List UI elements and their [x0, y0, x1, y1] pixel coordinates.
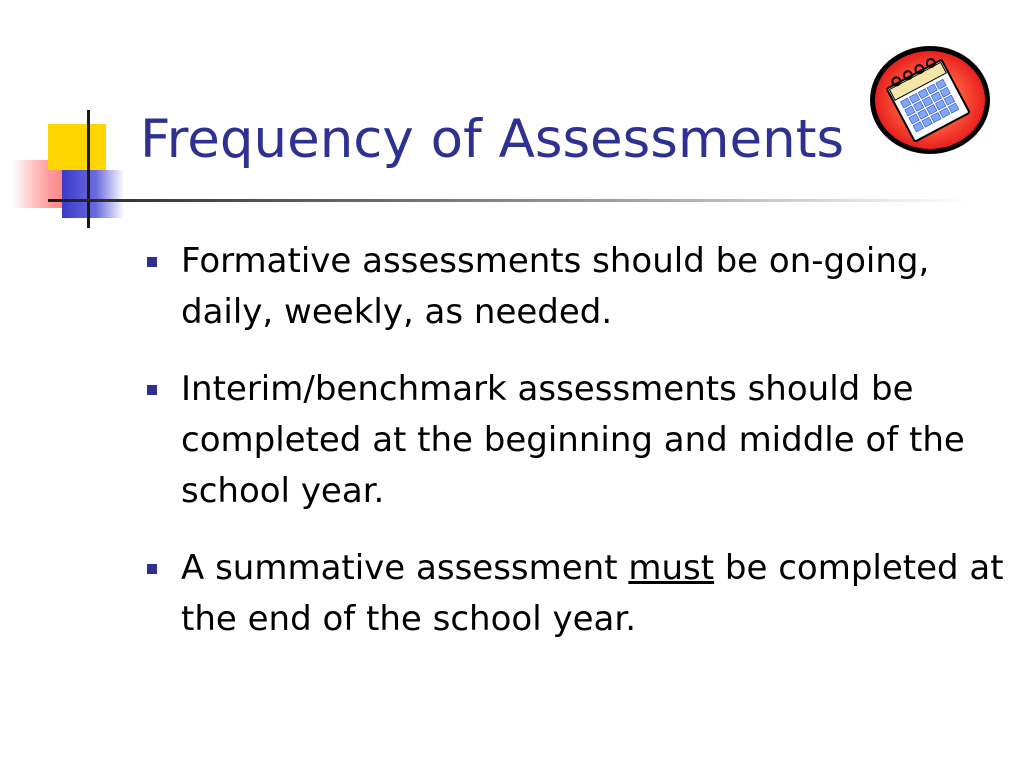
title-underline-rule [48, 199, 968, 202]
blue-accent-square [62, 170, 124, 218]
bullet-square-icon [147, 257, 157, 267]
calendar-icon [868, 44, 992, 156]
list-item [145, 236, 1005, 338]
vertical-rule [87, 110, 90, 228]
bullet-list [145, 236, 1005, 671]
slide-title: Frequency of Assessments [140, 109, 845, 170]
bullet-text: Interim/benchmark assessments should be completed at the beginning and middle of the school year. [181, 369, 965, 511]
bullet-text-start: A summative assessment [181, 548, 629, 588]
list-item [145, 543, 1005, 645]
bullet-square-icon [147, 385, 157, 395]
bullet-text-end: be completed at the end of the school year. [181, 548, 1004, 639]
yellow-accent-square [48, 124, 106, 170]
bullet-text: Formative assessments should be on-going, daily, weekly, as needed. [181, 241, 930, 332]
bullet-emphasis: must [628, 548, 715, 588]
list-item [145, 364, 1005, 517]
bullet-square-icon [147, 564, 157, 574]
